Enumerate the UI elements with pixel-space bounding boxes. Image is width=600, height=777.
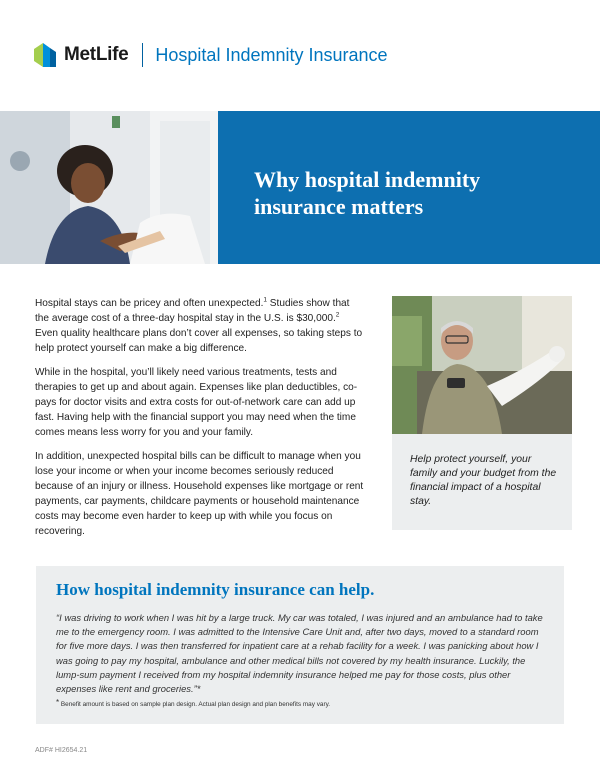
paragraph-text: Even quality healthcare plans don’t cover all expenses, so taking steps to help protect yourself can make a big difference. (35, 328, 363, 354)
page-header (34, 40, 388, 70)
footnote (56, 698, 330, 708)
footnote-star: * (56, 698, 60, 707)
page-title: Hospital Indemnity Insurance (155, 44, 388, 65)
body-paragraph: While in the hospital, you’ll likely need various treatments, tests and therapies to get up and about again. Expenses like plan deductibles, co-pays for doctor visits and extra costs for out-of-network care can add up fast. Having help with the financial support you may need when the time comes means less worry for you and your family. (35, 367, 358, 438)
header-divider (142, 43, 143, 67)
metlife-logo-icon (34, 43, 56, 67)
logo-text: MetLife (64, 44, 129, 65)
side-panel (392, 296, 572, 530)
paragraph-text: Hospital stays can be pricey and often unexpected. (35, 298, 264, 309)
section-heading: How hospital indemnity insurance can help. (56, 580, 375, 599)
patient-photo (392, 296, 572, 434)
testimonial-box (36, 566, 564, 724)
hero-photo (0, 111, 218, 264)
footnote-text: Benefit amount is based on sample plan design. Actual plan design and plan benefits may vary. (59, 701, 331, 708)
side-caption: Help protect yourself, your family and your budget from the financial impact of a hospital stay. (410, 454, 557, 507)
testimonial-quote: “I was driving to work when I was hit by a large truck. My car was totaled, I was injured and an ambulance had to take me to the emergency room. I was admitted to the Intensive Care Unit and, after two days, moved to a standard room for five more days. I was then transferred for inpatient care at a rehab facility for a week. I was panicking about how I was going to pay my hospital, ambulance and other medical bills not covered by my health insurance. Luckily, the lump-sum payment I received from my hospital indemnity insurance helped me pay for those costs, plus other expenses like rent and groceries.”* (56, 612, 543, 695)
hero-heading: Why hospital indemnity insurance matters (254, 167, 481, 219)
document-code: ADF# HI2654.21 (35, 747, 88, 754)
body-paragraph (35, 296, 365, 356)
footnote-ref: 2 (335, 311, 340, 319)
hero-banner (218, 111, 600, 264)
footnote-ref: 1 (263, 296, 267, 304)
body-text (35, 296, 365, 548)
body-paragraph: In addition, unexpected hospital bills can be difficult to manage when you lose your income or when your income becomes seriously reduced because of an injury or illness. Household expenses like mortgage or rent payments, car payments, childcare payments or household maintenance costs may become even harder to keep up with while you focus on recovering. (35, 451, 364, 537)
paragraph-text: Studies show that the average cost of a three-day hospital stay in the U.S. is $30,000. (35, 298, 350, 324)
